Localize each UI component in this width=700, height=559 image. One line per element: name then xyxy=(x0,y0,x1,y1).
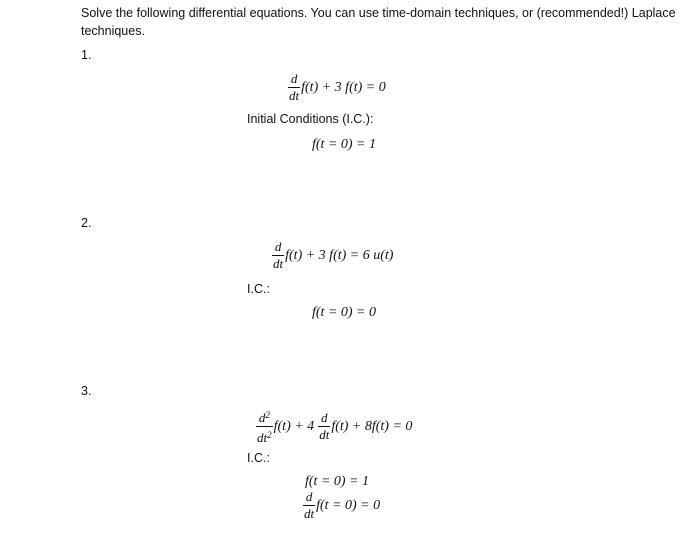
derivative-operator: $\frac{d}{dt}$ xyxy=(273,239,284,271)
equation-2-rest: f(t) + 3 f(t) = 6 u(t) xyxy=(285,247,394,263)
initial-condition-1: f(t = 0) = 1 xyxy=(312,137,376,152)
equation-2 xyxy=(272,240,393,271)
equation-3-part2: f(t) + 8f(t) = 0 xyxy=(331,418,413,434)
problem-number-2: 2. xyxy=(81,216,92,230)
initial-condition-3a: f(t = 0) = 1 xyxy=(305,474,369,489)
initial-condition-3b: $\frac{d}{dt}$ f(t = 0) = 0 xyxy=(304,489,381,521)
ic-label-3: I.C.: xyxy=(247,451,270,465)
problem-number-3: 3. xyxy=(81,384,92,398)
derivative-operator: $\frac{d}{dt}$ xyxy=(319,410,330,442)
equation-1-rest: f(t) + 3 f(t) = 0 xyxy=(301,79,386,95)
equation-3-part1: f(t) + 4 xyxy=(273,418,315,434)
second-derivative-operator: $\frac{d^2}{dt^2}$ xyxy=(257,410,272,445)
ic-label-2: I.C.: xyxy=(247,282,270,296)
initial-condition-2: f(t = 0) = 0 xyxy=(312,305,376,320)
equation-3 xyxy=(256,408,412,445)
equation-1 xyxy=(288,72,386,103)
derivative-operator: $\frac{d}{dt}$ xyxy=(304,489,315,521)
ic-label-1: Initial Conditions (I.C.): xyxy=(247,112,374,126)
problem-number-1: 1. xyxy=(81,48,92,62)
instructions-text: Solve the following differential equations. You can use time-domain techniques, or (recommended!) Laplace techniques. xyxy=(81,6,676,38)
derivative-operator: $\frac{d}{dt}$ xyxy=(289,71,300,103)
